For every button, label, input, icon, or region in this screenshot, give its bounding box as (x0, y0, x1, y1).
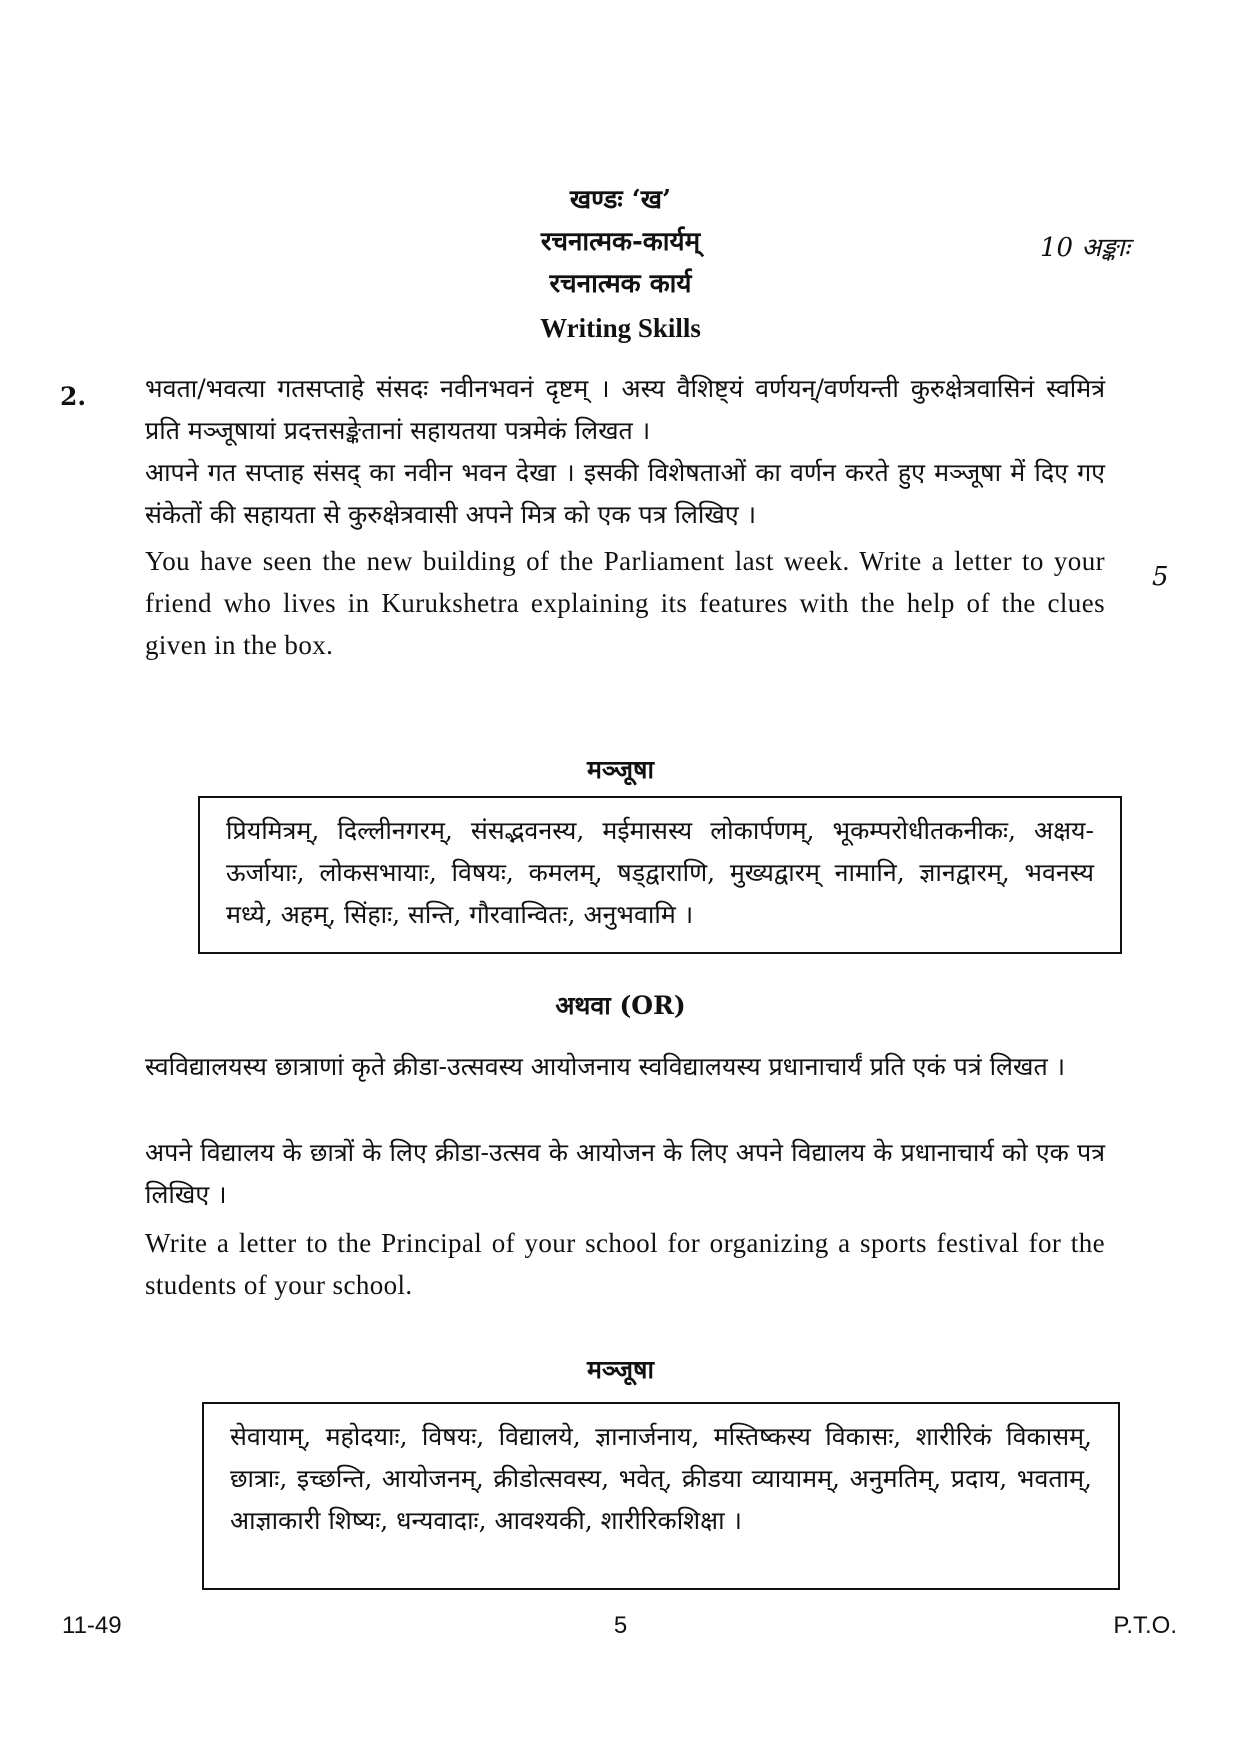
question-hindi-text: आपने गत सप्ताह संसद् का नवीन भवन देखा । इसकी विशेषताओं का वर्णन करते हुए मञ्जूषा में दिए गए संकेतों की सहायता से कुरुक्षेत्रवासी अपने मित्र को एक पत्र लिखिए । (145, 458, 1105, 529)
clue-box-text: प्रियमित्रम्, दिल्लीनगरम्, संसद्भवनस्य, मईमासस्य लोकार्पणम्, भूकम्परोधीतकनीकः, अक्षय-ऊर्जायाः, लोकसभायाः, विषयः, कमलम्, षड्द्वाराणि, मुख्यद्वारम् नामानि, ज्ञानद्वारम्, भवनस्य मध्ये, अहम्, सिंहाः, सन्ति, गौरवान्वितः, अनुभवामि । (226, 816, 1094, 929)
footer-page-number: 5 (613, 1612, 628, 1639)
or-label: अथवा (OR) (555, 991, 686, 1020)
section-subtitle-hindi: रचनात्मक कार्य (549, 269, 692, 299)
question-sanskrit-text: भवता/भवत्या गतसप्ताहे संसदः नवीनभवनं दृष्टम् । अस्य वैशिष्ट्यं वर्णयन्/वर्णयन्ती कुरुक्षेत्रवासिनं स्वमित्रं प्रति मञ्जूषायां प्रदत्तसङ्केतानां सहायतया पत्रमेकं लिखत । (145, 374, 1105, 445)
footer-code: 11-49 (62, 1612, 122, 1639)
clue-box-2-title: मञ्जूषा (587, 1355, 654, 1384)
section-subtitle-sanskrit: रचनात्मक-कार्यम् (540, 227, 701, 257)
clue-box-2 (202, 1402, 1120, 1590)
section-title: खण्डः ‘ख’ (569, 185, 672, 215)
clue-box-2-text: सेवायाम्, महोदयाः, विषयः, विद्यालये, ज्ञानार्जनाय, मस्तिष्कस्य विकासः, शारीरिकं विकासम्, छात्राः, इच्छन्ति, आयोजनम्, क्रीडोत्सवस्य, भवेत्, क्रीडया व्यायामम्, अनुमतिम्, प्रदाय, भवताम्, आज्ञाकारी शिष्यः, धन्यवादाः, आवश्यकी, शारीरिकशिक्षा । (230, 1422, 1092, 1535)
clue-box-title: मञ्जूषा (587, 755, 654, 784)
alternative-hindi-text: अपने विद्यालय के छात्रों के लिए क्रीडा-उत्सव के आयोजन के लिए अपने विद्यालय के प्रधानाचार्य को एक पत्र लिखिए । (145, 1138, 1105, 1209)
question-number: 2. (60, 382, 87, 411)
clue-box (198, 796, 1122, 954)
question-english-text: You have seen the new building of the Parliament last week. Write a letter to your friend who lives in Kurukshetra explaining its features with the help of the clues given in the box. (145, 546, 1105, 660)
section-marks: 10 अङ्काः (1040, 233, 1130, 263)
question-marks: 5 (1152, 562, 1169, 592)
footer-pto: P.T.O. (1113, 1612, 1177, 1639)
alternative-sanskrit-text: स्वविद्यालयस्य छात्राणां कृते क्रीडा-उत्सवस्य आयोजनाय स्वविद्यालयस्य प्रधानाचार्यं प्रति एकं पत्रं लिखत । (145, 1052, 1066, 1081)
section-subtitle-english: Writing Skills (540, 313, 701, 343)
alternative-english-text: Write a letter to the Principal of your school for organizing a sports festival for the students of your school. (145, 1228, 1105, 1300)
